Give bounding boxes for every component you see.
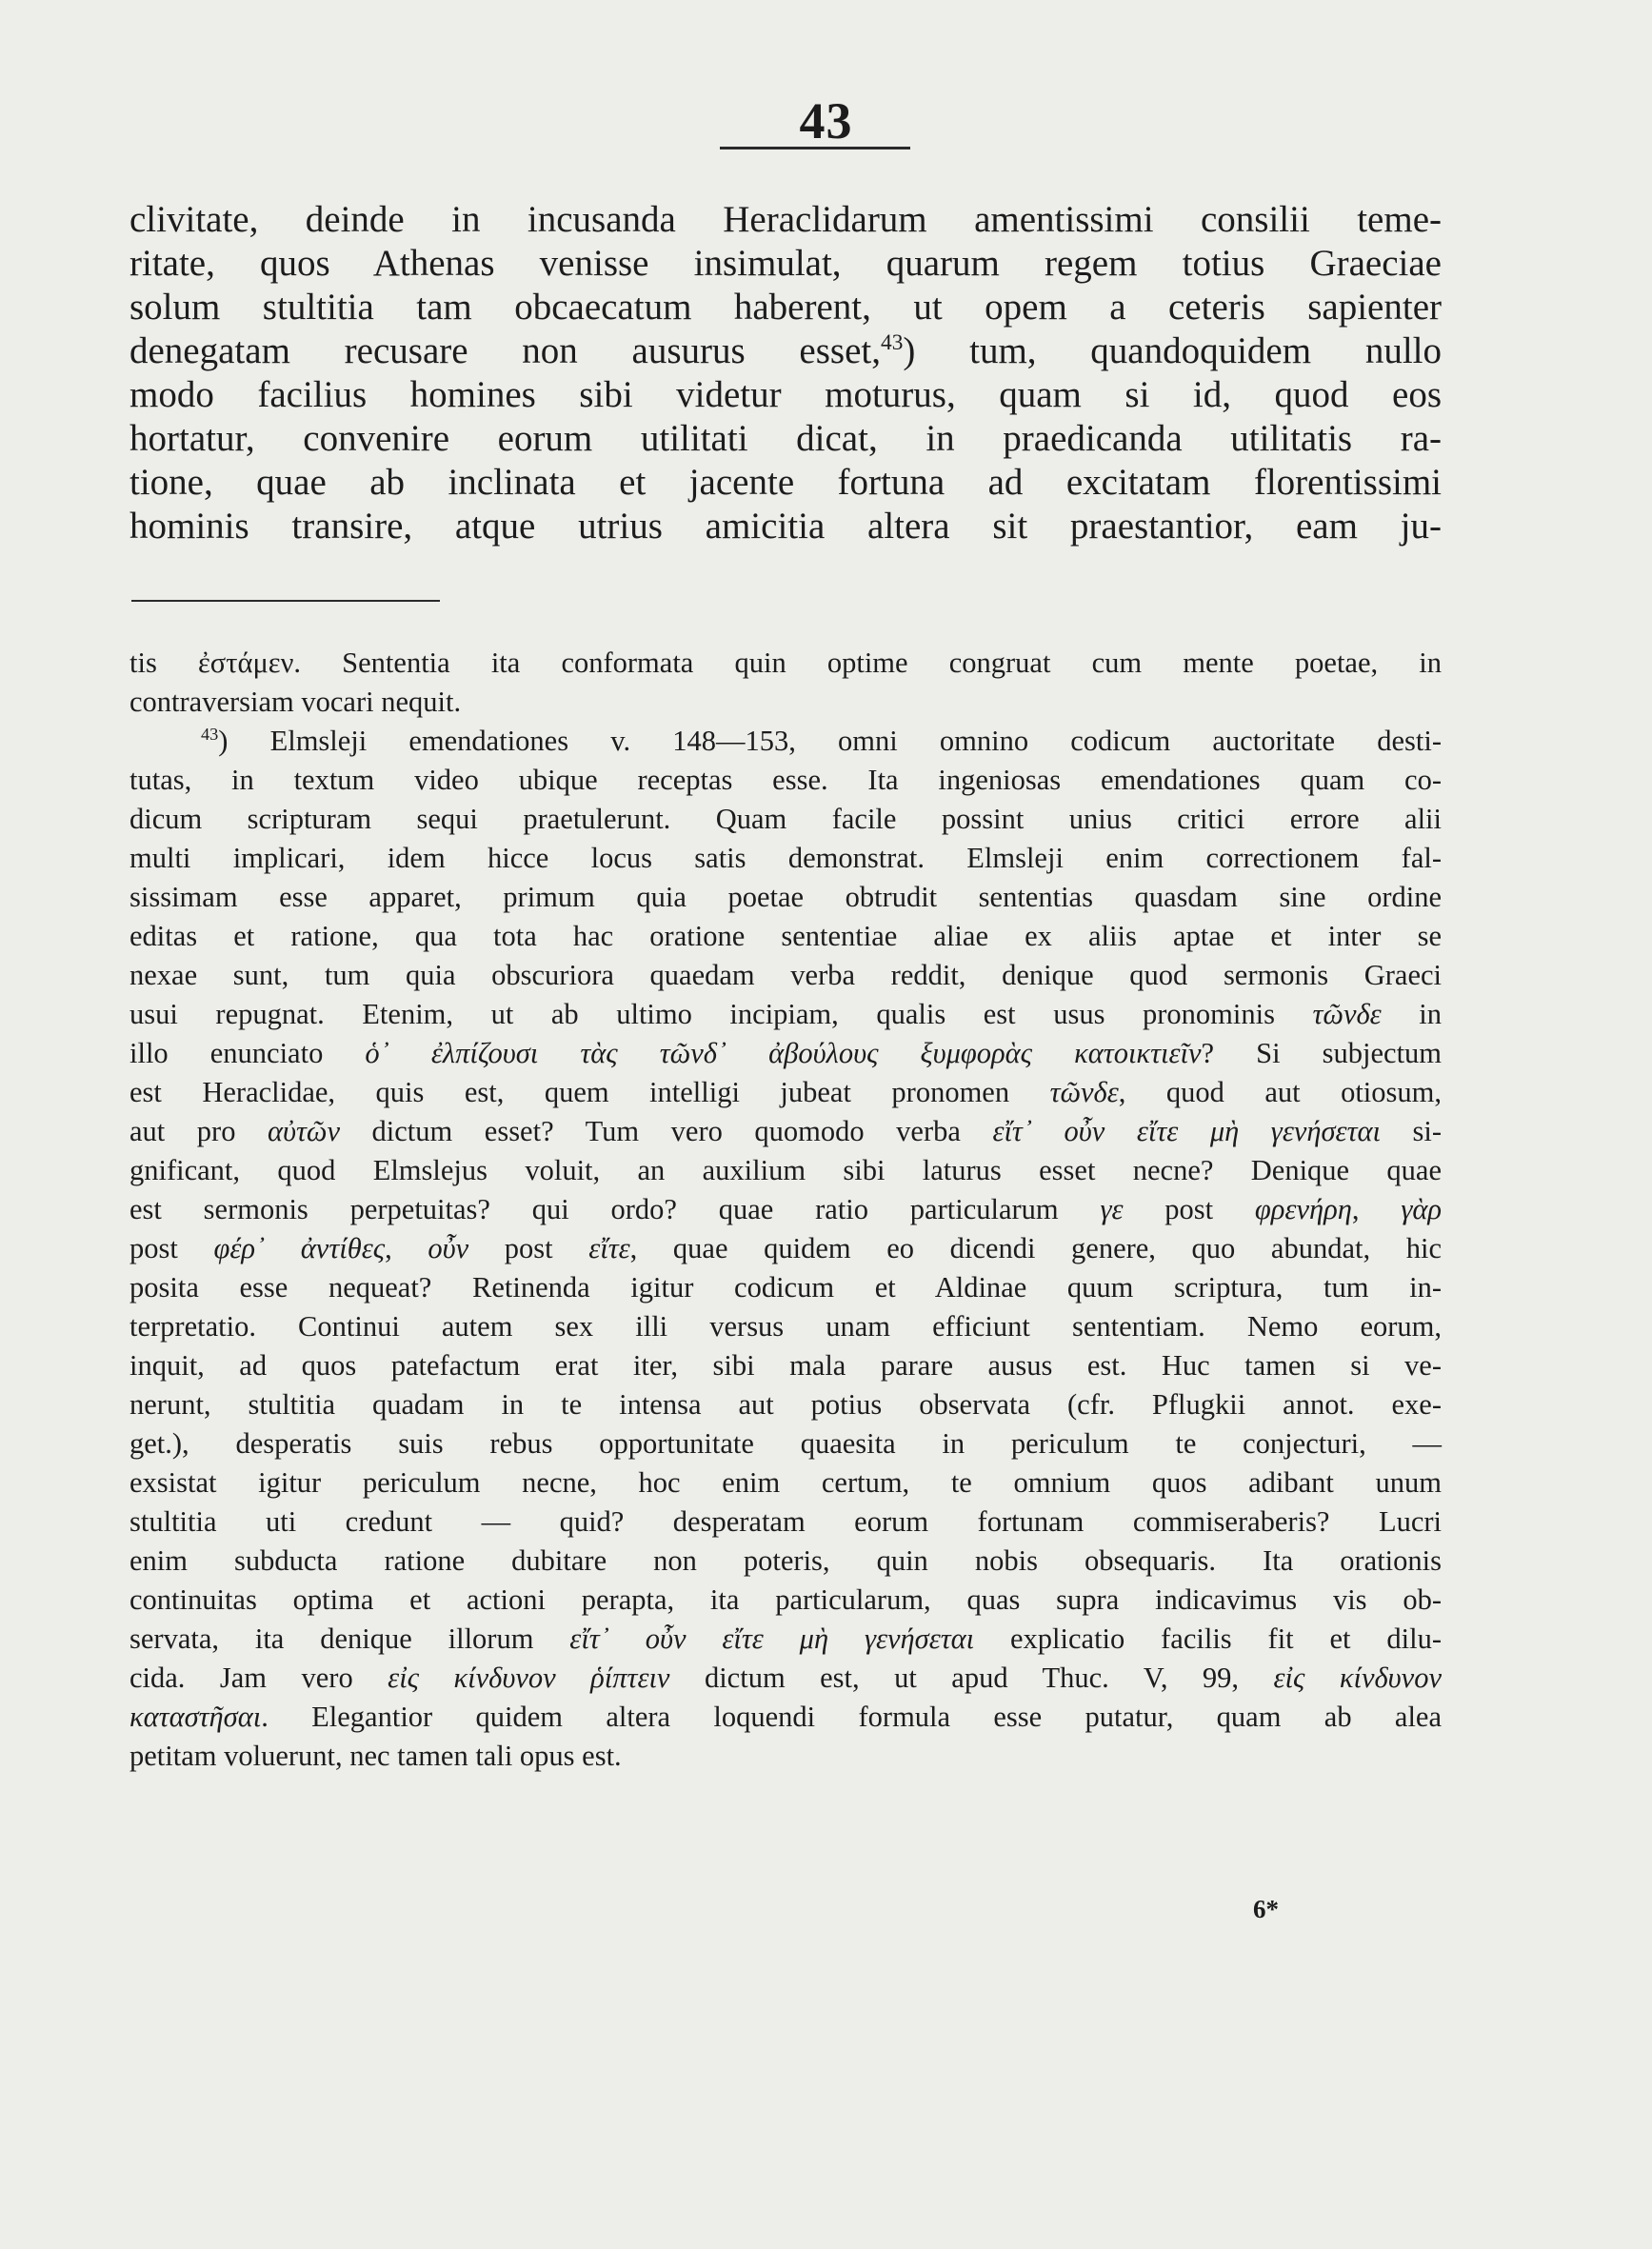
footnote-line-13-b: dictum esset? Tum vero quomodo verba [340,1115,993,1147]
footnote-line-14: gnificant, quod Elmslejus voluit, an auxilium sibi laturus esset necne? Denique quae [129,1154,1442,1186]
footnote-line-11-a: illo enunciato [129,1037,366,1069]
footnote-line-22: exsistat igitur periculum necne, hoc enim certum, te omnium quos adibant unum [129,1466,1442,1499]
greek-text: ὁ᾽ ἐλπίζουσι τὰς τῶνδ᾽ ἀβούλους ξυμφορὰς κατοικτιεῖν [365,1037,1202,1069]
footnote-line-16 [129,1229,1442,1268]
footnote-line-18: terpretatio. Continui autem sex illi versus unam efficiunt sententiam. Nemo eorum, [129,1310,1442,1343]
greek-text: φρενήρη [1254,1193,1352,1225]
footnote-line-10-b: in [1381,998,1442,1030]
greek-text: τῶνδε [1049,1076,1119,1108]
main-line-6: hortatur, convenire eorum utilitati dicat, in praedicanda utilitatis ra- [129,418,1442,459]
footnote-line-27-a: cida. Jam vero [129,1662,388,1694]
footnote-line-23: stultitia uti credunt — quid? desperatam eorum fortunam commiseraberis? Lucri [129,1505,1442,1538]
greek-text: οὖν [428,1232,469,1264]
main-line-8: hominis transire, atque utrius amicitia altera sit praestantior, eam ju- [129,506,1442,547]
footnote-line-28-b: . Elegantior quidem altera loquendi formula esse putatur, quam ab alea [261,1701,1442,1733]
footnote-rule [131,600,440,602]
greek-text: εἰς κίνδυνον ῥίπτειν [388,1662,670,1694]
footnote-line-11 [129,1034,1442,1073]
main-line-3: solum stultitia tam obcaecatum haberent, ut opem a ceteris sapienter [129,287,1442,328]
footnote-line-21: get.), desperatis suis rebus opportunitate quaesita in periculum te conjecturi, — [129,1427,1442,1460]
main-line-7: tione, quae ab inclinata et jacente fortuna ad excitatam florentissimi [129,462,1442,503]
greek-text: φέρ᾽ ἀντίθες [213,1232,386,1264]
footnote-line-16-b: , [385,1232,428,1264]
footnote-line-13-c: si- [1380,1115,1443,1147]
footnote-line-13 [129,1112,1442,1151]
footnote-line-8: editas et ratione, qua tota hac oratione sententiae aliae ex aliis aptae et inter se [129,920,1442,952]
footnote-line-7: sissimam esse apparet, primum quia poetae obtrudit sententias quasdam sine ordine [129,881,1442,913]
greek-text: γε [1100,1193,1124,1225]
footnote-line-16-a: post [129,1232,214,1264]
footnote-line-11-b: ? Si subjectum [1201,1037,1443,1069]
greek-text: εἰς κίνδυνον [1273,1662,1443,1694]
footnote-line-26-a: servata, ita denique illorum [129,1622,570,1655]
footnote-line-5: dicum scripturam sequi praetulerunt. Quam facile possint unius critici errore alii [129,803,1442,835]
footnote-line-16-d: , quae quidem eo dicendi genere, quo abundat, hic [629,1232,1442,1264]
main-line-4-a: denegatam recusare non ausurus esset, [129,330,881,371]
footnote-line-10 [129,995,1442,1034]
main-line-2: ritate, quos Athenas venisse insimulat, quarum regem totius Graeciae [129,243,1442,284]
main-line-4 [129,329,1442,373]
footnote-line-28 [129,1698,1442,1737]
greek-text: καταστῆσαι [129,1701,262,1733]
header-rule [720,147,910,149]
main-line-4-b: ) tum, quandoquidem nullo [903,330,1442,371]
footnote-line-15 [129,1190,1442,1229]
page-number: 43 [799,92,853,149]
footnote-line-12 [129,1073,1442,1112]
footnote-line-3 [129,722,1442,761]
main-line-5: modo facilius homines sibi videtur moturus, quam si id, quod eos [129,374,1442,415]
footnote-number-43: 43 [201,724,219,744]
main-text [129,198,1442,548]
greek-text: αὐτῶν [268,1115,340,1147]
footnote-line-15-b: post [1123,1193,1255,1225]
signature-mark: 6* [1253,1895,1279,1923]
footnote-line-12-b: , quod aut otiosum, [1118,1076,1442,1108]
main-line-1: clivitate, deinde in incusanda Heraclidarum amentissimi consilii teme- [129,199,1442,240]
footnote-line-29: petitam voluerunt, nec tamen tali opus est. [129,1740,622,1772]
footnote-line-26 [129,1620,1442,1659]
greek-text: γὰρ [1401,1193,1442,1225]
footnote-line-1: tis ἐστάμεν. Sententia ita conformata quin optime congruat cum mente poetae, in [129,647,1442,679]
footnote-line-25: continuitas optima et actioni perapta, ita particularum, quas supra indicavimus vis ob- [129,1583,1442,1616]
footnote-line-27 [129,1659,1442,1698]
footnote-line-20: nerunt, stultitia quadam in te intensa aut potius observata (cfr. Pflugkii annot. exe- [129,1388,1442,1421]
footnote-line-4: tutas, in textum video ubique receptas esse. Ita ingeniosas emendationes quam co- [129,764,1442,796]
footnotes [129,644,1442,1776]
footnote-line-13-a: aut pro [129,1115,268,1147]
footnote-ref-43: 43 [881,330,904,355]
footnote-line-10-a: usui repugnat. Etenim, ut ab ultimo incipiam, qualis est usus pronominis [129,998,1313,1030]
footnote-line-27-b: dictum est, ut apud Thuc. V, 99, [669,1662,1274,1694]
footnote-line-3-text: ) Elmsleji emendationes v. 148—153, omni omnino codicum auctoritate desti- [218,725,1442,757]
greek-text: τῶνδε [1312,998,1382,1030]
footnote-line-12-a: est Heraclidae, quis est, quem intelligi jubeat pronomen [129,1076,1050,1108]
footnote-line-19: inquit, ad quos patefactum erat iter, sibi mala parare ausus est. Huc tamen si ve- [129,1349,1442,1382]
greek-text: εἴτε [588,1232,630,1264]
footnote-line-24: enim subducta ratione dubitare non poteris, quin nobis obsequaris. Ita orationis [129,1544,1442,1577]
footnote-line-2: contraversiam vocari nequit. [129,686,462,718]
footnote-line-26-b: explicatio facilis fit et dilu- [974,1622,1442,1655]
footnote-line-15-c: , [1351,1193,1402,1225]
greek-text: εἴτ᾽ οὖν εἴτε μὴ γενήσεται [569,1622,975,1655]
footnote-line-9: nexae sunt, tum quia obscuriora quaedam verba reddit, denique quod sermonis Graeci [129,959,1442,991]
footnote-line-15-a: est sermonis perpetuitas? qui ordo? quae ratio particularum [129,1193,1101,1225]
footnote-line-17: posita esse nequeat? Retinenda igitur codicum et Aldinae quum scriptura, tum in- [129,1271,1442,1304]
footnote-line-6: multi implicari, idem hicce locus satis demonstrat. Elmsleji enim correctionem fal- [129,842,1442,874]
footnote-line-16-c: post [468,1232,589,1264]
greek-text: εἴτ᾽ οὖν εἴτε μὴ γενήσεται [992,1115,1381,1147]
